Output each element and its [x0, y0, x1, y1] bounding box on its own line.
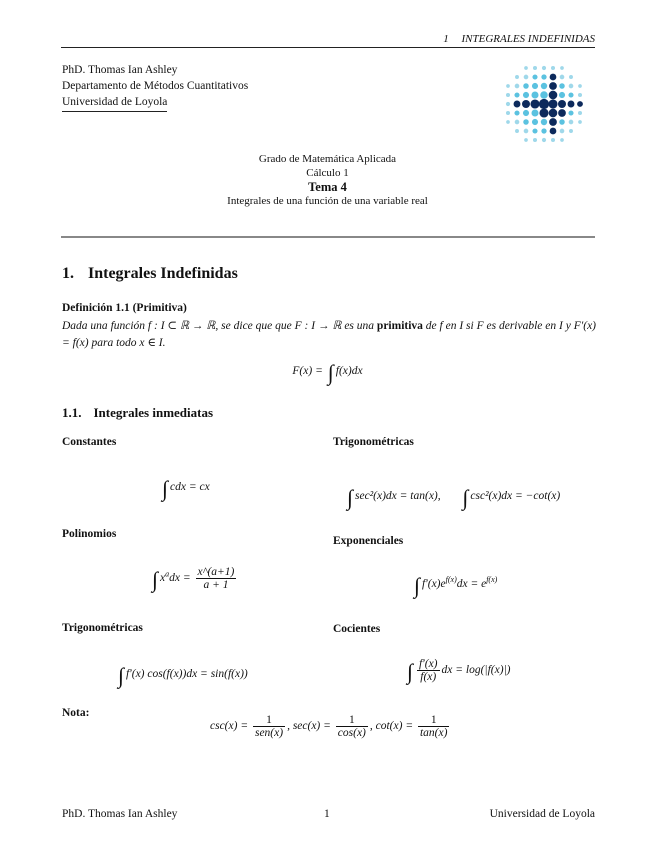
author-name: PhD. Thomas Ian Ashley — [62, 64, 178, 76]
logo-dot — [549, 109, 558, 118]
logo-dot — [549, 82, 557, 90]
primitive-formula-rhs: f(x)dx — [335, 365, 363, 377]
logo-dot — [532, 74, 537, 79]
nota-sec: , sec(x) = — [287, 720, 331, 733]
logo-dot — [558, 100, 566, 108]
logo-dot — [560, 75, 565, 80]
footer-page-number: 1 — [324, 808, 330, 820]
header-section-number: 1 — [443, 33, 449, 45]
formula-trigonometricas-1 — [345, 487, 560, 509]
nota-den-sen: sen(x) — [254, 727, 284, 739]
course-subject: Cálculo 1 — [306, 167, 349, 179]
logo-dot — [569, 129, 573, 133]
logo-dot — [530, 99, 539, 108]
formula-trigonometricas-2 — [116, 665, 248, 687]
primitive-formula-lhs: F(x) = — [292, 365, 323, 377]
author-block — [62, 62, 248, 112]
formula-nota — [210, 714, 451, 739]
definition-text-b: de f en I si F es derivable en I y F′(x) = f(x) para todo x ∈ I. — [62, 320, 597, 349]
heading-polinomios: Polinomios — [62, 528, 117, 540]
formula-constantes-text: cdx = cx — [170, 481, 210, 493]
logo-dot — [506, 84, 510, 88]
formula-sec-squared: sec²(x)dx = tan(x), — [355, 490, 441, 502]
logo-dot — [524, 75, 529, 80]
logo-dot — [577, 101, 583, 107]
formula-exponenciales — [412, 575, 497, 597]
logo-dot — [540, 91, 548, 99]
exp-exponent: f(x) — [445, 575, 457, 585]
logo-dot — [560, 129, 565, 134]
poly-dx: dx = — [169, 572, 191, 585]
logo-dot — [506, 102, 510, 106]
subsection-heading — [62, 405, 213, 421]
footer-university: Universidad de Loyola — [489, 808, 595, 820]
nota-one-1: 1 — [253, 714, 285, 727]
definition-keyword: primitiva — [376, 320, 423, 332]
logo-dot — [541, 83, 547, 89]
logo-dot — [578, 93, 582, 97]
heading-trigonometricas-2: Trigonométricas — [62, 622, 143, 634]
logo-dot — [542, 138, 546, 142]
course-title-block — [0, 152, 655, 208]
integral-sign: ∫ — [414, 573, 421, 598]
poly-base: x — [160, 572, 166, 585]
subsection-number: 1.1. — [62, 405, 82, 420]
logo-dot — [531, 109, 538, 116]
definition-text — [62, 318, 596, 352]
logo-dot — [506, 93, 510, 97]
heading-cocientes: Cocientes — [333, 623, 381, 635]
course-degree: Grado de Matemática Aplicada — [258, 153, 397, 165]
logo-dot — [523, 83, 528, 88]
logo-dot — [524, 66, 528, 70]
footer-author: PhD. Thomas Ian Ashley — [62, 808, 178, 820]
header-rule — [61, 47, 595, 48]
logo-dot — [541, 128, 546, 133]
logo-dot — [569, 75, 573, 79]
logo-dot — [523, 110, 529, 116]
exp-lhs: f′(x)e — [422, 578, 446, 590]
nota-csc: csc(x) = — [210, 720, 249, 733]
subsection-title: Integrales inmediatas — [93, 405, 214, 420]
quotient-fraction — [417, 658, 439, 683]
section-heading — [62, 265, 238, 283]
logo-dot — [514, 110, 519, 115]
author-department: Departamento de Métodos Cuantitativos — [62, 80, 249, 92]
logo-dot — [550, 128, 557, 135]
formula-cocientes — [405, 658, 511, 683]
nota-one-2: 1 — [336, 714, 368, 727]
quotient-rhs: dx = log(|f(x)|) — [441, 664, 511, 677]
logo-dot — [523, 92, 529, 98]
section-title: Integrales Indefinidas — [88, 265, 238, 282]
logo-dot — [515, 84, 520, 89]
logo-dot — [559, 92, 565, 98]
logo-dot — [549, 118, 557, 126]
logo-dot — [522, 100, 530, 108]
logo-dot — [532, 83, 538, 89]
logo-dot — [539, 99, 549, 109]
definition-title: Definición 1.1 (Primitiva) — [62, 302, 187, 314]
logo-dot — [506, 111, 510, 115]
course-topic: Tema 4 — [308, 180, 347, 194]
logo-dot — [515, 129, 519, 133]
heading-constantes: Constantes — [62, 436, 117, 448]
poly-fraction — [196, 566, 237, 591]
nota-den-tan: tan(x) — [419, 727, 448, 739]
integral-sign: ∫ — [118, 663, 125, 688]
logo-dot — [568, 92, 573, 97]
heading-nota: Nota: — [62, 707, 90, 719]
logo-dot — [523, 119, 528, 124]
logo-dot — [531, 91, 538, 98]
definition-text-a: Dada una función f : I ⊂ ℝ → ℝ, se dice que que F : I → ℝ es una — [62, 320, 377, 332]
section-number: 1. — [62, 265, 74, 282]
integral-sign: ∫ — [347, 485, 354, 510]
logo-dot — [559, 83, 564, 88]
logo-dot — [550, 74, 557, 81]
nota-fraction-1 — [253, 714, 285, 739]
logo-dot — [551, 138, 555, 142]
poly-denominator: a + 1 — [203, 579, 229, 591]
university-logo — [498, 58, 590, 150]
course-topic-title: Integrales de una función de una variable real — [227, 195, 428, 207]
formula-constantes — [160, 478, 210, 500]
formula-csc-squared: csc²(x)dx = −cot(x) — [470, 490, 561, 502]
integral-sign: ∫ — [407, 659, 414, 685]
logo-dot — [524, 138, 528, 142]
logo-dot — [559, 119, 564, 124]
logo-dot — [569, 120, 574, 125]
integral-sign: ∫ — [327, 360, 334, 385]
logo-dot — [533, 66, 537, 70]
logo-dot — [514, 92, 519, 97]
nota-fraction-3 — [418, 714, 449, 739]
logo-dot — [551, 66, 555, 70]
nota-fraction-2 — [336, 714, 368, 739]
logo-dot — [549, 91, 558, 100]
logo-dot — [568, 101, 575, 108]
logo-dot — [560, 138, 564, 142]
formula-trig2-text: f′(x) cos(f(x))dx = sin(f(x)) — [126, 668, 248, 680]
nota-den-cos: cos(x) — [337, 727, 366, 739]
nota-cot: , cot(x) = — [369, 720, 414, 733]
poly-exponent: a — [165, 569, 170, 579]
logo-dot — [524, 129, 529, 134]
logo-dot — [569, 84, 574, 89]
nota-one-3: 1 — [418, 714, 449, 727]
heading-trigonometricas-1: Trigonométricas — [333, 436, 414, 448]
exp-exponent-rhs: f(x) — [486, 575, 498, 585]
title-separator — [61, 236, 595, 238]
header-section-title: INTEGRALES INDEFINIDAS — [461, 33, 595, 45]
logo-dot — [539, 108, 548, 117]
logo-dot — [532, 119, 538, 125]
logo-dot — [568, 110, 573, 115]
poly-numerator: x^(a+1) — [197, 566, 235, 578]
integral-sign: ∫ — [462, 485, 469, 510]
logo-dot — [578, 120, 582, 124]
logo-dot — [578, 84, 582, 88]
logo-dot — [532, 128, 537, 133]
integral-sign: ∫ — [152, 567, 159, 593]
quotient-denominator: f(x) — [420, 671, 437, 683]
logo-dot — [506, 120, 510, 124]
logo-dot — [514, 101, 521, 108]
formula-polinomios — [150, 566, 238, 591]
logo-dot — [542, 66, 546, 70]
exp-mid: dx = e — [456, 578, 487, 590]
logo-dot — [533, 138, 537, 142]
logo-dot — [548, 99, 557, 108]
logo-dot — [515, 120, 520, 125]
heading-exponenciales: Exponenciales — [333, 535, 404, 547]
logo-dot — [560, 66, 564, 70]
logo-dot — [515, 75, 519, 79]
primitive-formula — [0, 362, 655, 384]
logo-dot — [541, 74, 546, 79]
quotient-numerator: f′(x) — [419, 658, 438, 670]
integral-sign: ∫ — [162, 476, 169, 501]
logo-dot — [558, 109, 566, 117]
logo-dot — [578, 111, 582, 115]
running-header — [443, 33, 595, 45]
author-university: Universidad de Loyola — [62, 94, 167, 112]
logo-dot — [541, 119, 547, 125]
